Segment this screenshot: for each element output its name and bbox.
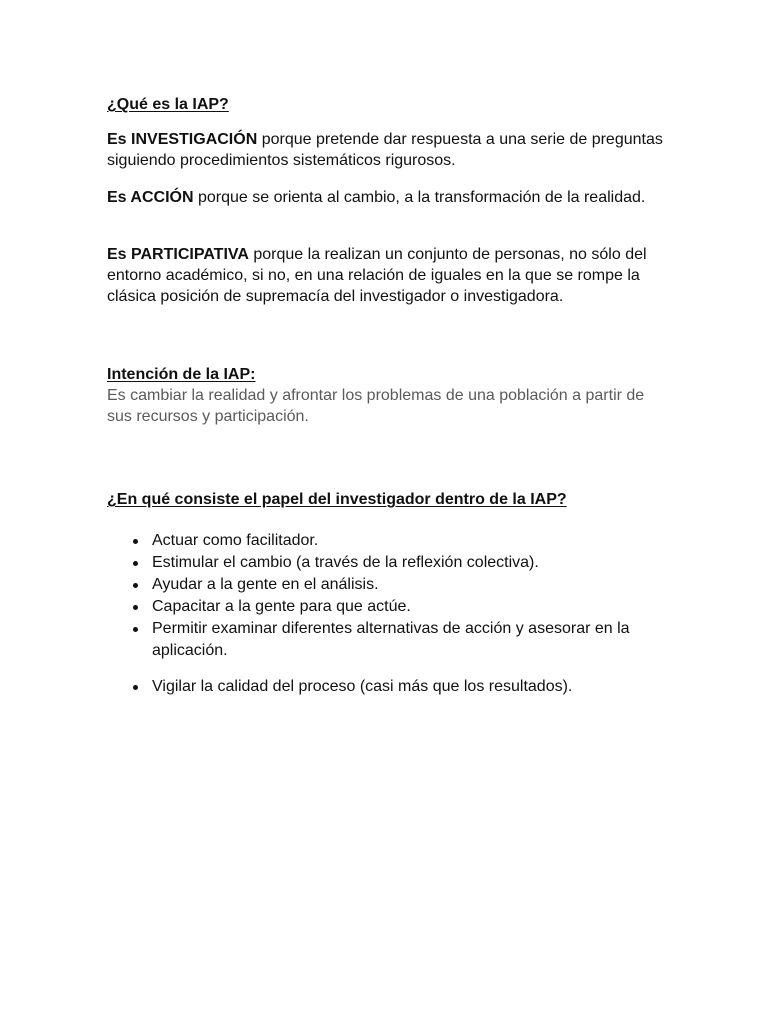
- paragraph-participativa: [107, 244, 667, 307]
- paragraph-participativa-text: porque la realizan un conjunto de personas, no sólo del entorno académico, si no, en una relación de iguales en la que se rompe la clásica posición de supremacía del investigador o investigadora.: [107, 246, 647, 305]
- list-item: Estimular el cambio (a través de la reflexión colectiva).: [107, 552, 667, 574]
- bullet-dot-icon: [133, 583, 138, 588]
- paragraph-investigacion-text: porque pretende dar respuesta a una serie de preguntas siguiendo procedimientos sistemáticos rigurosos.: [107, 131, 663, 169]
- list-item: Capacitar a la gente para que actúe.: [107, 596, 667, 618]
- question-heading-what-is-iap: ¿Qué es la IAP?: [107, 96, 229, 113]
- role-bullet-list-continued: [107, 676, 667, 698]
- bullet-dot-icon: [133, 561, 138, 566]
- intent-heading: Intención de la IAP:: [107, 366, 256, 383]
- role-bullet-list: [107, 530, 667, 662]
- list-item: Actuar como facilitador.: [107, 530, 667, 552]
- term-participativa: Es PARTICIPATIVA: [107, 246, 249, 263]
- bullet-dot-icon: [133, 685, 138, 690]
- bullet-dot-icon: [133, 627, 138, 632]
- researcher-role-heading: ¿En qué consiste el papel del investigador dentro de la IAP?: [107, 491, 567, 508]
- bullet-dot-icon: [133, 605, 138, 610]
- term-investigacion: Es INVESTIGACIÓN: [107, 131, 258, 148]
- term-accion: Es ACCIÓN: [107, 189, 194, 206]
- list-item: Permitir examinar diferentes alternativas de acción y asesorar en la aplicación.: [107, 618, 667, 662]
- bullet-dot-icon: [133, 539, 138, 544]
- paragraph-investigacion: [107, 129, 667, 171]
- list-item: Vigilar la calidad del proceso (casi más que los resultados).: [107, 676, 667, 698]
- list-item: Ayudar a la gente en el análisis.: [107, 574, 667, 596]
- intent-text: Es cambiar la realidad y afrontar los problemas de una población a partir de sus recursos y participación.: [107, 387, 645, 425]
- paragraph-accion-text: porque se orienta al cambio, a la transformación de la realidad.: [193, 189, 646, 206]
- paragraph-accion: [107, 187, 667, 208]
